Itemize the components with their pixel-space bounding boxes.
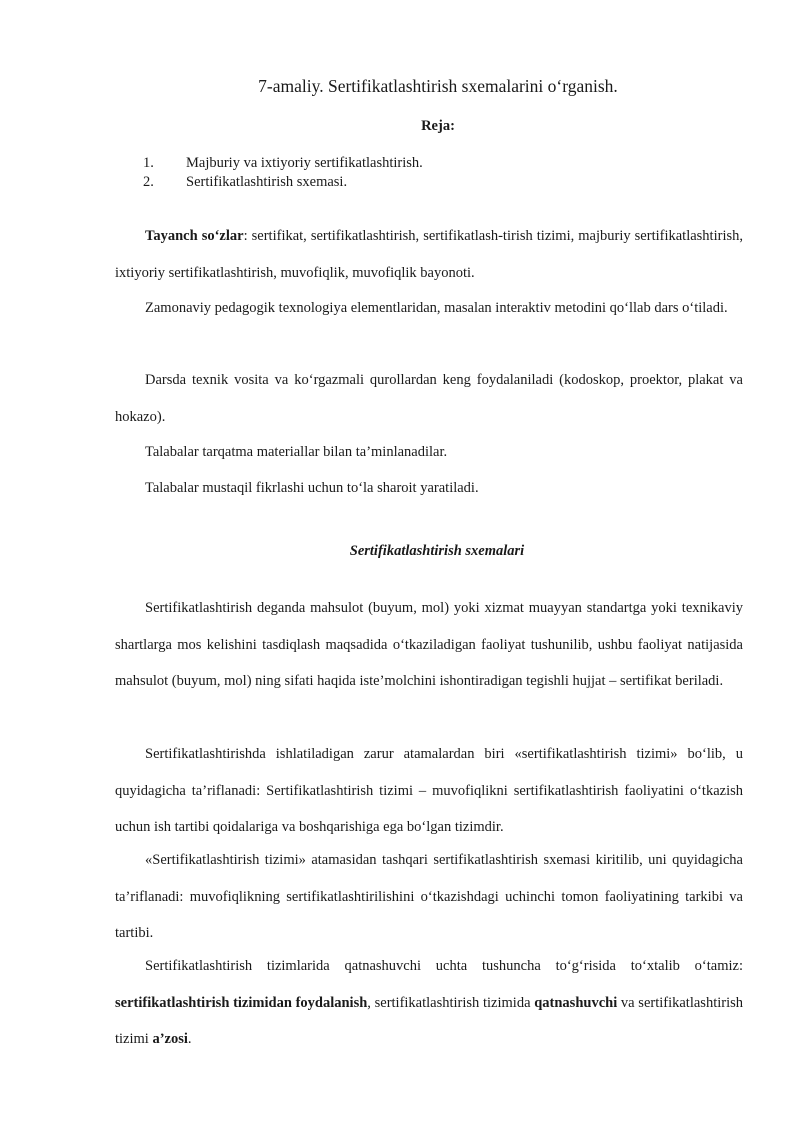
intro-paragraph: Darsda texnik vosita va ko‘rgazmali qurollardan keng foydalaniladi (kodoskop, proektor, plakat va hokazo). [115,372,743,425]
intro-paragraph: Talabalar tarqatma materiallar bilan ta’minlanadilar. [145,444,448,460]
section-heading: Sertifikatlashtirish sxemalari [349,543,525,559]
section-paragraph: «Sertifikatlashtirish tizimi» atamasidan tashqari sertifikatlashtirish sxemasi kiritilib, uni quyidagicha ta’riflanadi: muvofiqlikning sertifikatlashtirilishini o‘tkazishdagi uchinchi tomon faoliyatining tarkibi va tartibi. [115,852,743,941]
plan-item [143,173,423,192]
plan-item-number: 2. [143,174,154,190]
paragraph-text: , sertifikatlashtirish tizimida [367,994,535,1011]
keywords-label: Tayanch so‘zlar [145,228,244,244]
paragraph-text: . [187,1031,192,1047]
plan-item [143,154,423,173]
paragraph-text: va sertifikatlashtirish tizimi [115,994,743,1047]
intro-paragraph: Talabalar mustaqil fikrlashi uchun to‘la sharoit yaratiladi. [145,480,479,496]
intro-paragraph: Zamonaviy pedagogik texnologiya elementlaridan, masalan interaktiv metodini qo‘llab dars o‘tiladi. [145,300,728,316]
paragraph-text: Sertifikatlashtirish tizimlarida qatnashuvchi uchta tushuncha to‘g‘risida to‘xtalib o‘tamiz: [145,958,743,974]
plan-heading: Reja: [421,118,455,134]
bold-term: qatnashuvchi [534,994,618,1011]
section-paragraph: Sertifikatlashtirishda ishlatiladigan zarur atamalardan biri «sertifikatlashtirish tizimi» bo‘lib, u quyidagicha ta’riflanadi: Sertifikatlashtirish tizimi – muvofiqlikni sertifikatlashtirish faoliyatini o‘tkazish uchun ish tartibi qoidalariga va boshqarishiga ega bo‘lgan tizimdir. [115,746,743,835]
keywords-paragraph [115,218,743,291]
section-paragraph-last [115,948,743,1058]
plan-list [143,154,423,192]
bold-term: a’zosi [152,1031,188,1047]
plan-item-text: Majburiy va ixtiyoriy sertifikatlashtirish. [186,155,423,171]
section-paragraph: Sertifikatlashtirish deganda mahsulot (buyum, mol) yoki xizmat muayyan standartga yoki texnikaviy shartlarga mos kelishini tasdiqlash maqsadida o‘tkaziladigan faoliyat tushunilib, ushbu faoliyat natijasida mahsulot (buyum, mol) ning sifati haqida iste’molchini ishontiradigan tegishli hujjat – sertifikat beriladi. [115,600,743,689]
keywords-text: : sertifikat, sertifikatlashtirish, sertifikatlash-tirish tizimi, majburiy sertifikatlashtirish, ixtiyoriy sertifikatlashtirish, muvofiqlik, muvofiqlik bayonoti. [115,228,743,281]
plan-item-text: Sertifikatlashtirish sxemasi. [186,174,348,190]
bold-term: sertifikatlashtirish tizimidan foydalanish [115,994,368,1011]
plan-item-number: 1. [143,155,154,171]
document-title: 7-amaliy. Sertifikatlashtirish sxemalarini o‘rganish. [258,76,618,96]
